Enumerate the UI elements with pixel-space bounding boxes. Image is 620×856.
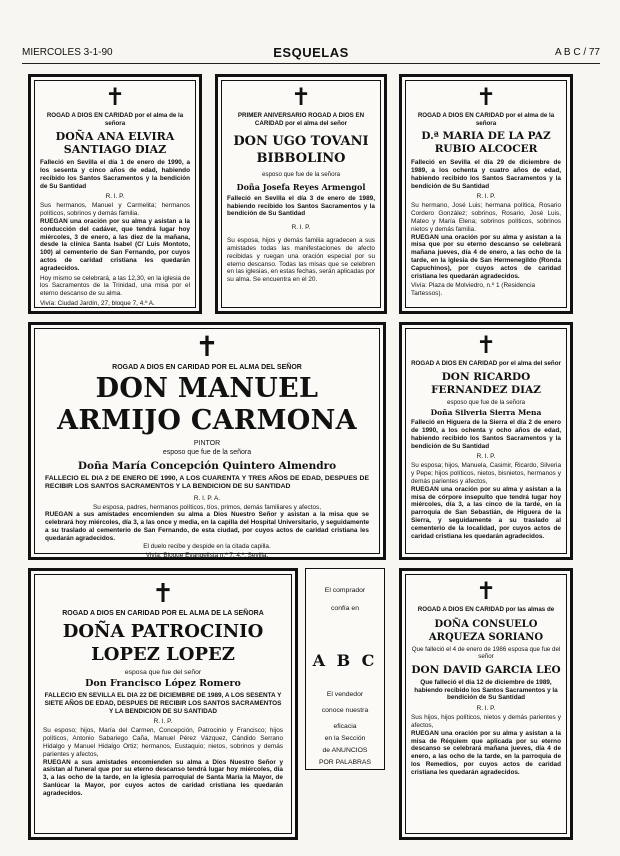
section-title: ESQUELAS	[273, 45, 349, 60]
prayer-request: RUEGAN una oración por su alma y asistan a la misa que por su eterno descanso se celebrará mañana jueves, día 4 de enero, a las ocho de la tarde, en la iglesia de San Hermenegildo (Ronda Capuchinos), por cuyos actos de caridad cristiana les quedarán agradecidos.	[411, 233, 561, 280]
prayer-request: RUEGAN una oración por su alma y asistan a la conducción del cadáver, que tendrá lugar hoy miércoles, 3 de enero, a las diez de la mañana, desde la clínica Santa Isabel (C/ Luis Montoto, 100) al cementerio de San Fernando, por cuyos actos de caridad cristiana les quedarán agradecidos.	[40, 217, 190, 272]
deceased-name: DOÑA PATROCINIO LOPEZ LOPEZ	[62, 621, 264, 665]
deceased-name: DON RICARDO FERNANDEZ DIAZ	[431, 370, 541, 396]
prayer-request: RUEGAN a sus amistades encomienden su alma a Dios Nuestro Señor y asistan al funeral que por su eterno descanso tendrá lugar hoy miércoles, día 3, a las ocho de la tarde, en la iglesia parroquial de Santa María la Mayor, de Sanlúcar la Mayor, por cuyos actos de caridad cristiana les quedarán agradecidos.	[43, 758, 283, 797]
family-list: Su esposo; hijos, María del Carmen, Concepción, Patrocinio y Francisco; hijos políticos, Antonio Sabariego Caña, Manuel Pérez Vázquez, Cándido Serrano Hidalgo y Manuel Hidalgo Ortiz; hermanos, Eustaquio; nietos, sobrinos y demás parientes y afectos,	[43, 727, 283, 758]
deceased-name-second: DON DAVID GARCIA LEO	[411, 663, 561, 676]
rip-line: R. I. P.	[105, 193, 125, 201]
cross-icon: ✝	[475, 331, 497, 359]
promo-line: El comprador	[324, 587, 366, 594]
deceased-name: DOÑA ANA ELVIRA SANTIAGO DIAZ	[55, 130, 175, 157]
promo-line: eficacia	[333, 723, 357, 730]
death-details: Falleció en Sevilla el día 29 de diciembre de 1989, a los ochenta y cuatro años de edad, habiendo recibido los Santos Sacramentos y la bendición de Su Santidad	[411, 159, 561, 190]
prayer-request: Su esposa, hijos y demás familia agradecen a sus amistades todas las manifestaciones de afecto recibidas y ruegan una oración especial por su eterno descanso. Todas las misas que se celebren en las iglesias, en estas fechas, serán aplicadas por su alma. Se encuentra en el 20.	[227, 237, 375, 284]
death-details-second: Que falleció el día 12 de diciembre de 1989, habiendo recibido los Santos Sacramentos y la bendición de Su Santidad	[414, 678, 558, 702]
notice-intro: ROGAD A DIOS EN CARIDAD POR EL ALMA DE LA SEÑORA	[62, 610, 264, 617]
notice-intro: ROGAD A DIOS EN CARIDAD POR EL ALMA DEL SEÑOR	[112, 364, 302, 371]
rip-line: R. I. P. A.	[193, 494, 221, 502]
promo-line: de ANUNCIOS	[322, 747, 368, 754]
family-list: Su esposa, padres, hermanos políticos, tíos, primos, demás familiares y afectos,	[92, 503, 322, 511]
notice-intro: ROGAD A DIOS EN CARIDAD por el alma del señor	[411, 360, 561, 367]
deceased-name: D.ª MARIA DE LA PAZ RUBIO ALCOCER	[421, 130, 551, 156]
cross-icon: ✝	[152, 579, 174, 609]
obituary-lopez	[28, 568, 298, 840]
promo-line: El vendedor	[326, 691, 364, 698]
notice-intro: PRIMER ANIVERSARIO ROGAD A DIOS EN CARIDAD por el alma del señor	[237, 112, 365, 127]
notice-intro: ROGAD A DIOS EN CARIDAD por las almas de	[417, 606, 555, 613]
home-address: Vivía: Plaza de Molviedro, n.º 1 (Residencia Tartessos).	[411, 282, 536, 298]
death-details: FALLECIO EL DIA 2 DE ENERO DE 1990, A LOS CUARENTA Y TRES AÑOS DE EDAD, DESPUES DE RECIBIR LOS SANTOS SACRAMENTOS Y LA BENDICION DE SU SANTIDAD	[45, 475, 369, 491]
prayer-request: RUEGAN una oración por su alma y asistan a la misa de Réquiem que aplicada por su eterno descanso se celebrará mañana jueves, día 4 de enero, a las ocho de la tarde, en la parroquia de los Remedios, por cuyos actos de caridad cristiana les quedarán agradecidos.	[411, 729, 561, 776]
cross-icon: ✝	[195, 330, 219, 363]
home-address: Vivía: Ciudad Jardín, 27, bloque 7, 4.º A.	[40, 299, 155, 307]
spouse-label: esposa que fue del señor	[124, 669, 202, 676]
rip-line: R. I. P.	[476, 193, 496, 201]
family-list: Sus hijos, hijos políticos, nietos y demás parientes y afectos,	[411, 714, 561, 729]
notice-intro: ROGAD A DIOS EN CARIDAD por el alma de la señora	[46, 112, 184, 127]
family-list: Su esposa; hijos, Manuela, Casimir, Ricardo, Silveria y Pepe; hijos políticos, nietos, bisnietos, hermanos y demás parientes y afectos,	[411, 462, 561, 485]
deceased-name: DON MANUEL ARMIJO CARMONA	[57, 373, 357, 436]
family-list: Su hermano, José Luis; hermana política, Rosario Cordero González; sobrinos, Rosario, José Luis, Mateo y María Elena; sobrinos políticos, sobrinos nietos y demás familia.	[411, 202, 561, 233]
spouse-name: Doña Silveria Sierra Mena	[430, 408, 542, 418]
abc-logo: A B C	[312, 651, 378, 670]
rip-line: R. I. P.	[476, 705, 496, 713]
spouse-label: esposo que fue de la señora	[162, 449, 252, 456]
cross-icon: ✝	[104, 83, 126, 111]
death-details: Falleció en Sevilla el día 1 de enero de 1990, a los sesenta y cinco años de edad, habiendo recibido los Santos Sacramentos y la bendición de Su Santidad	[40, 159, 190, 190]
spouse-label: esposo que fue de la señora	[446, 398, 526, 406]
death-details-first: Que falleció el 4 de enero de 1986 esposa que fue del señor	[411, 645, 561, 661]
rip-line: R. I. P.	[476, 453, 496, 461]
spouse-label: esposo que fue de la señora	[261, 171, 341, 179]
profession: PINTOR	[193, 440, 221, 447]
abc-classifieds-ad	[305, 568, 385, 770]
home-address: Vivía: Bloque Evangelista n.º 7, 4.º, Sevilla.	[145, 552, 269, 560]
obituary-armijo	[28, 322, 386, 560]
page-header	[22, 47, 600, 61]
cross-icon: ✝	[290, 83, 312, 111]
cross-icon: ✝	[475, 577, 497, 605]
obituary-fernandez	[399, 322, 573, 560]
prayer-request: RUEGAN a sus amistades encomienden su alma a Dios Nuestro Señor y asistan a la misa que se celebrará hoy miércoles, día 3, a las once y media, en la capilla del Hospital Universitario, y seguidamente a su traslado al cementerio de San Fernando, de esta ciudad, por cuyos actos de caridad cristiana les quedarán agradecidos.	[45, 511, 369, 542]
deceased-name: DOÑA CONSUELO ARQUEZA SORIANO	[428, 618, 544, 643]
obituary-rubio	[399, 74, 573, 314]
notice-intro: ROGAD A DIOS EN CARIDAD por el alma de la señora	[417, 112, 555, 127]
family-list: Sus hermanos, Manuel y Carmelita; hermanos políticos, sobrinos y demás familia.	[40, 202, 190, 218]
duel-note: El duelo recibe y despide en la citada capilla.	[143, 542, 271, 550]
obituary-tovani	[215, 74, 387, 314]
death-details: Falleció en Higuera de la Sierra el día 2 de enero de 1990, a los ochenta y ocho años de edad, habiendo recibido los Santos Sacramentos y la bendición de Su Santidad	[411, 419, 561, 450]
death-details: FALLECIO EN SEVILLA EL DIA 22 DE DICIEMBRE DE 1989, A LOS SESENTA Y SIETE AÑOS DE EDAD, DESPUES DE RECIBIR LOS SANTOS SACRAMENTOS Y LA BENDICION DE SU SANTIDAD	[44, 692, 282, 715]
spouse-name: Don Francisco López Romero	[85, 678, 241, 689]
rip-line: R. I. P.	[291, 224, 311, 232]
promo-line: conoce nuestra	[321, 707, 369, 714]
promo-line: POR PALABRAS	[318, 759, 371, 766]
promo-line: confía en	[331, 605, 359, 612]
page-number: A B C / 77	[554, 47, 600, 58]
deceased-name: DON UGO TOVANI BIBBOLINO	[233, 134, 369, 167]
obituary-santiago	[28, 74, 202, 314]
death-details: Falleció en Sevilla el día 3 de enero de 1989, habiendo recibido los Santos Sacramentos y la bendición de Su Santidad	[227, 194, 375, 218]
spouse-name: Doña María Concepción Quintero Almendro	[77, 460, 337, 472]
funeral-mass: Hoy mismo se celebrará, a las 12,30, en la iglesia de los Sacramentos de la Trinidad, una misa por el eterno descanso de su alma.	[40, 274, 190, 298]
promo-line: en la Sección	[324, 735, 366, 742]
spouse-name: Doña Josefa Reyes Armengol	[236, 181, 366, 192]
prayer-request: RUEGAN una oración por su alma y asistan a la misa de córpore insepulto que tendrá lugar hoy miércoles, día 3, a las cinco de la tarde, en la parroquia de San Sebastián, de Higuera de la Sierra, y seguidamente a su traslado al cementerio de la localidad, por cuyos actos de caridad cristiana les quedarán agradecidos.	[411, 485, 561, 540]
obituary-arqueza	[399, 568, 573, 840]
issue-date: MIERCOLES 3-1-90	[22, 47, 113, 58]
rip-line: R. I. P.	[153, 718, 173, 726]
header-rule	[22, 63, 600, 64]
cross-icon: ✝	[475, 83, 497, 111]
